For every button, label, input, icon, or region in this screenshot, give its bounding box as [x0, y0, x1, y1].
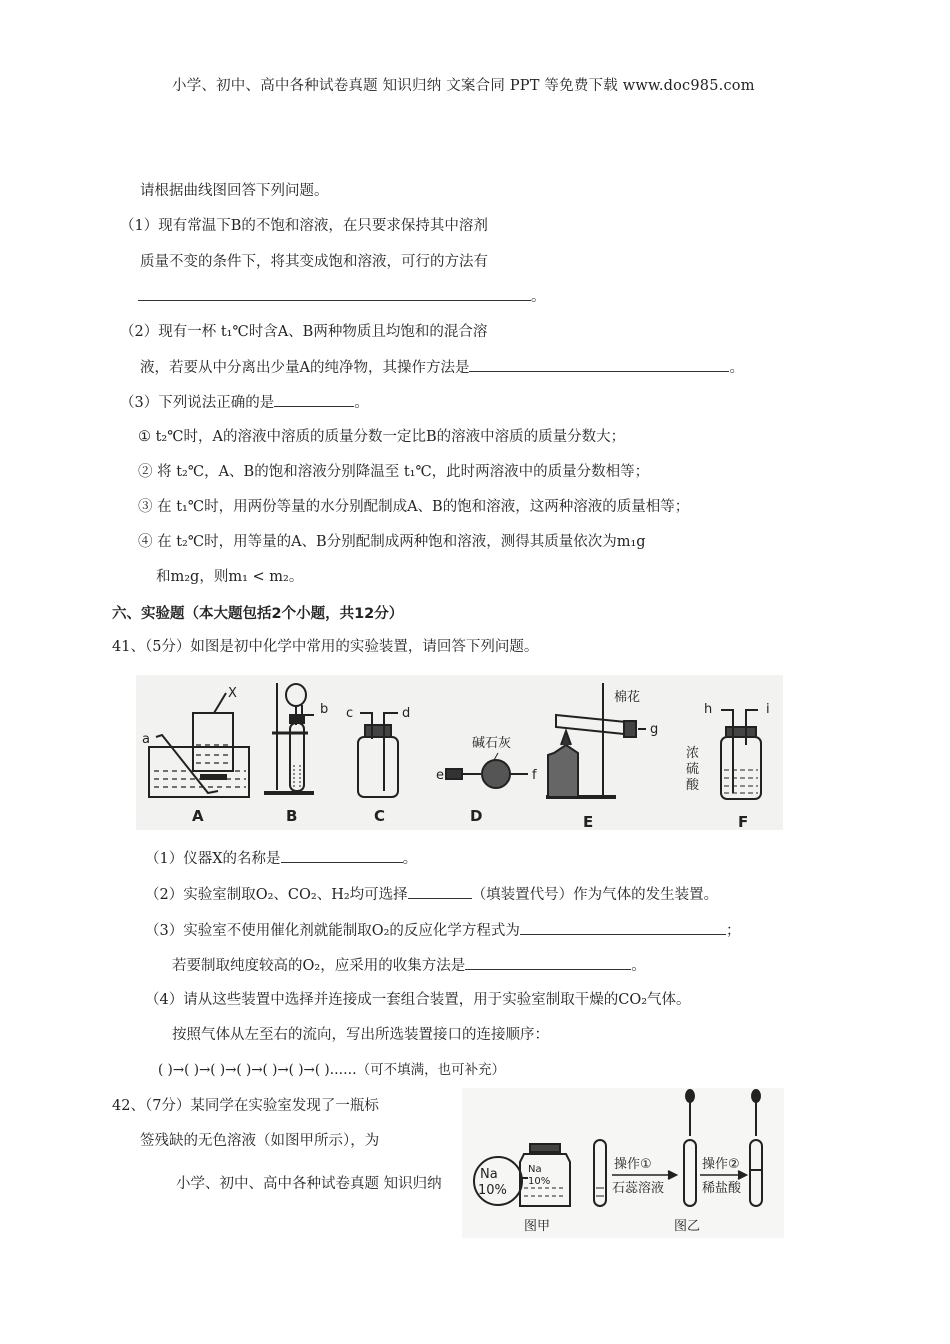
page-footer: 小学、初中、高中各种试卷真题 知识归纳 — [176, 1176, 442, 1192]
q40-part2-text: 液，若要从中分离出少量A的纯净物，其操作方法是 — [140, 360, 470, 376]
q40-part1-answer — [138, 286, 546, 307]
svg-text:石蕊溶液: 石蕊溶液 — [612, 1181, 665, 1196]
q41-part2-text: （2）实验室制取O₂、CO₂、H₂均可选择 — [145, 887, 408, 903]
period: 。 — [402, 851, 418, 867]
q41-part3 — [145, 920, 740, 941]
svg-text:C: C — [374, 807, 386, 825]
svg-text:酸: 酸 — [686, 778, 700, 793]
q40-option-3: ③ 在 t₁℃时，用两份等量的水分别配制成A、B的饱和溶液，这两种溶液的质量相等； — [138, 499, 690, 515]
svg-text:E: E — [583, 813, 594, 830]
q41-connection-chain[interactable]: ( )→( )→( )→( )→( )→( )→( )……（可不填满，也可补充） — [158, 1062, 506, 1078]
apparatus-figure — [136, 675, 783, 830]
period: 。 — [729, 360, 744, 376]
semicolon: ； — [725, 923, 741, 939]
q40-part1-line2: 质量不变的条件下，将其变成饱和溶液，可行的方法有 — [140, 254, 488, 270]
period: 。 — [631, 958, 646, 974]
apparatus-d — [446, 753, 528, 788]
svg-text:操作②: 操作② — [702, 1157, 740, 1172]
label-na: Na — [480, 1167, 498, 1182]
q40-option-2: ② 将 t₂℃，A、B的饱和溶液分别降温至 t₁℃，此时两溶液中的质量分数相等； — [138, 464, 650, 480]
svg-text:A: A — [192, 807, 204, 825]
q41-part2-end: （填装置代号）作为气体的发生装置。 — [471, 887, 719, 903]
answer-blank[interactable] — [138, 286, 531, 301]
svg-text:b: b — [320, 702, 329, 717]
q42-line2: 签残缺的无色溶液（如图甲所示），为 — [140, 1133, 380, 1149]
q40-part3-text: （3）下列说法正确的是 — [120, 395, 275, 411]
q40-part1-line1: （1）现有常温下B的不饱和溶液，在只要求保持其中溶剂 — [120, 218, 488, 234]
svg-text:D: D — [470, 807, 483, 825]
q41-part3-text: （3）实验室不使用催化剂就能制取O₂的反应化学方程式为 — [145, 923, 520, 939]
answer-blank[interactable] — [465, 955, 631, 970]
svg-text:棉花: 棉花 — [614, 690, 641, 705]
answer-blank[interactable] — [408, 884, 472, 899]
svg-text:10%: 10% — [528, 1176, 551, 1187]
q40-part3 — [120, 392, 369, 413]
svg-text:h: h — [704, 702, 713, 717]
svg-text:操作①: 操作① — [614, 1157, 652, 1172]
q40-part2-line1: （2）现有一杯 t₁℃时含A、B两种物质且均饱和的混合溶 — [120, 324, 488, 340]
svg-text:c: c — [346, 706, 354, 721]
period: 。 — [354, 395, 369, 411]
svg-text:d: d — [402, 706, 411, 721]
svg-text:图乙: 图乙 — [674, 1219, 701, 1234]
q40-intro: 请根据曲线图回答下列问题。 — [140, 183, 329, 199]
svg-text:稀盐酸: 稀盐酸 — [702, 1181, 742, 1196]
arrow-icon — [612, 1171, 746, 1179]
period: 。 — [531, 289, 546, 305]
svg-text:e: e — [436, 768, 444, 783]
q40-option-4-cont: 和m₂g，则m₁ < m₂。 — [156, 569, 304, 585]
svg-text:10%: 10% — [478, 1183, 507, 1198]
answer-blank[interactable] — [520, 920, 726, 935]
q41-part2 — [145, 884, 718, 905]
svg-text:F: F — [738, 813, 749, 830]
apparatus-a — [149, 693, 249, 797]
section-title: 六、实验题（本大题包括2个小题，共12分） — [112, 606, 404, 622]
svg-text:i: i — [766, 702, 770, 717]
svg-text:g: g — [650, 722, 659, 737]
q42-line1: 42、（7分）某同学在实验室发现了一瓶标 — [112, 1098, 379, 1114]
svg-text:硫: 硫 — [686, 762, 700, 777]
svg-text:B: B — [286, 807, 298, 825]
q40-option-4: ④ 在 t₂℃时，用等量的A、B分别配制成两种饱和溶液，测得其质量依次为m₁g — [138, 534, 646, 550]
q41-stem: 41、（5分）如图是初中化学中常用的实验装置，请回答下列问题。 — [112, 639, 539, 655]
port-a-label: a — [142, 732, 150, 747]
q40-option-1: ① t₂℃时，A的溶液中溶质的质量分数一定比B的溶液中溶质的质量分数大； — [138, 429, 626, 445]
answer-blank[interactable] — [281, 848, 403, 863]
svg-text:碱石灰: 碱石灰 — [472, 736, 512, 751]
answer-blank[interactable] — [469, 357, 729, 372]
answer-blank[interactable] — [274, 392, 354, 407]
q40-part2-line2 — [140, 357, 744, 378]
page-header: 小学、初中、高中各种试卷真题 知识归纳 文案合同 PPT 等免费下载 www.doc985.com — [172, 78, 755, 94]
svg-text:X: X — [228, 686, 237, 701]
q41-part1-text: （1）仪器X的名称是 — [145, 851, 281, 867]
svg-text:Na: Na — [528, 1164, 542, 1175]
apparatus-b — [264, 683, 314, 793]
q42-figure — [462, 1088, 784, 1238]
q41-part4-line1: （4）请从这些装置中选择并连接成一套组合装置，用于实验室制取干燥的CO₂气体。 — [145, 992, 691, 1008]
svg-text:浓: 浓 — [686, 746, 700, 761]
q41-part1 — [145, 848, 417, 869]
q41-part3b — [172, 955, 646, 976]
q41-part4-line2: 按照气体从左至右的流向，写出所选装置接口的连接顺序： — [172, 1027, 549, 1043]
apparatus-c — [358, 713, 398, 797]
q41-part3b-text: 若要制取纯度较高的O₂，应采用的收集方法是 — [172, 958, 466, 974]
apparatus-f — [721, 710, 761, 799]
svg-text:图甲: 图甲 — [524, 1219, 551, 1234]
svg-text:f: f — [532, 768, 537, 783]
